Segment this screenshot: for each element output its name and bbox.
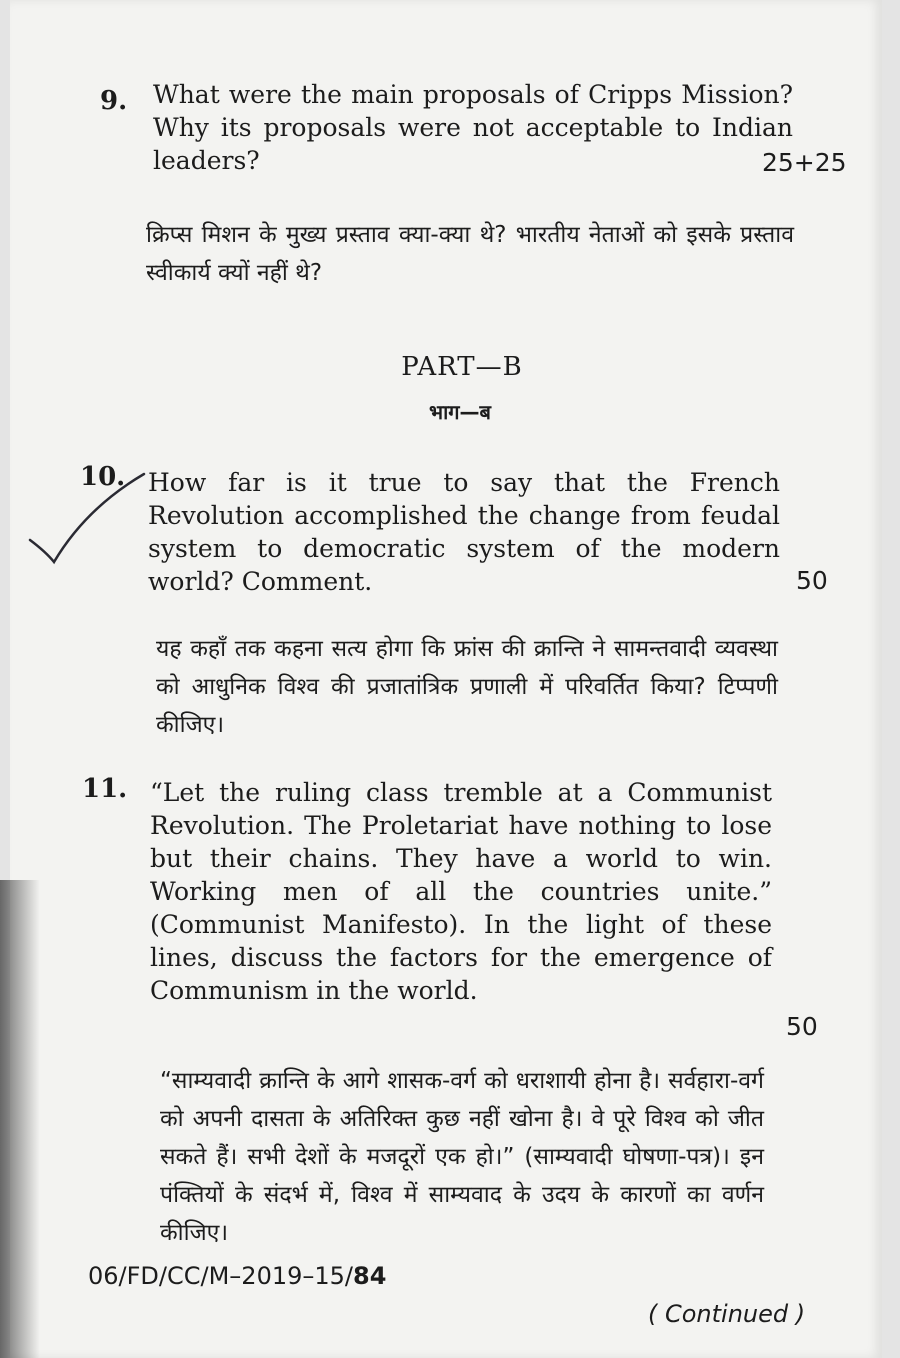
question-9-hindi: क्रिप्स मिशन के मुख्य प्रस्ताव क्या-क्या थे? भारतीय नेताओं को इसके प्रस्ताव स्वीकार्य क्यों नहीं थे?: [146, 222, 794, 286]
question-10-marks: 50: [796, 566, 828, 595]
question-11-hindi: “साम्यवादी क्रान्ति के आगे शासक-वर्ग को धराशायी होना है। सर्वहारा-वर्ग को अपनी दासता के अतिरिक्त कुछ नहीं खोना है। वे पूरे विश्व को जीत सकते हैं। सभी देशों के मजदूरों एक हो।” (साम्यवादी घोषणा-पत्र)। इन पंक्तियों के संदर्भ में, विश्व में साम्यवाद के उदय के कारणों का वर्णन कीजिए।: [160, 1068, 764, 1246]
paper-code-text: 06/FD/CC/M–2019–15/: [88, 1262, 354, 1290]
continued-label: ( Continued ): [648, 1300, 806, 1328]
part-b-hindi-heading: भाग—ब: [429, 400, 491, 424]
paper-code: [88, 1262, 386, 1290]
question-11-number: 11.: [82, 774, 128, 804]
question-11-marks: 50: [786, 1012, 818, 1041]
question-11-english: “Let the ruling class tremble at a Communist Revolution. The Proletariat have nothing to lose but their chains. They have a world to win. Working men of all the countries unite.” (Communist Manifesto). In the light of these lines, discuss the factors for the emergence of Communism in the world.: [150, 778, 772, 1005]
page-shadow: [0, 880, 40, 1358]
question-10-hindi: यह कहाँ तक कहना सत्य होगा कि फ्रांस की क्रान्ति ने सामन्तवादी व्यवस्था को आधुनिक विश्व की प्रजातांत्रिक प्रणाली में परिवर्तित किया? टिप्पणी कीजिए।: [156, 636, 778, 738]
part-b-heading: PART—B: [401, 352, 523, 382]
question-10-number: 10.: [80, 462, 126, 492]
question-9-number: 9.: [100, 86, 128, 116]
page-number: 84: [353, 1262, 387, 1290]
question-9-english: What were the main proposals of Cripps Mission? Why its proposals were not acceptable to Indian leaders?: [153, 80, 793, 175]
question-9-marks: 25+25: [762, 148, 847, 177]
question-10-english: How far is it true to say that the French Revolution accomplished the change from feudal system to democratic system of the modern world? Comment.: [148, 468, 780, 596]
